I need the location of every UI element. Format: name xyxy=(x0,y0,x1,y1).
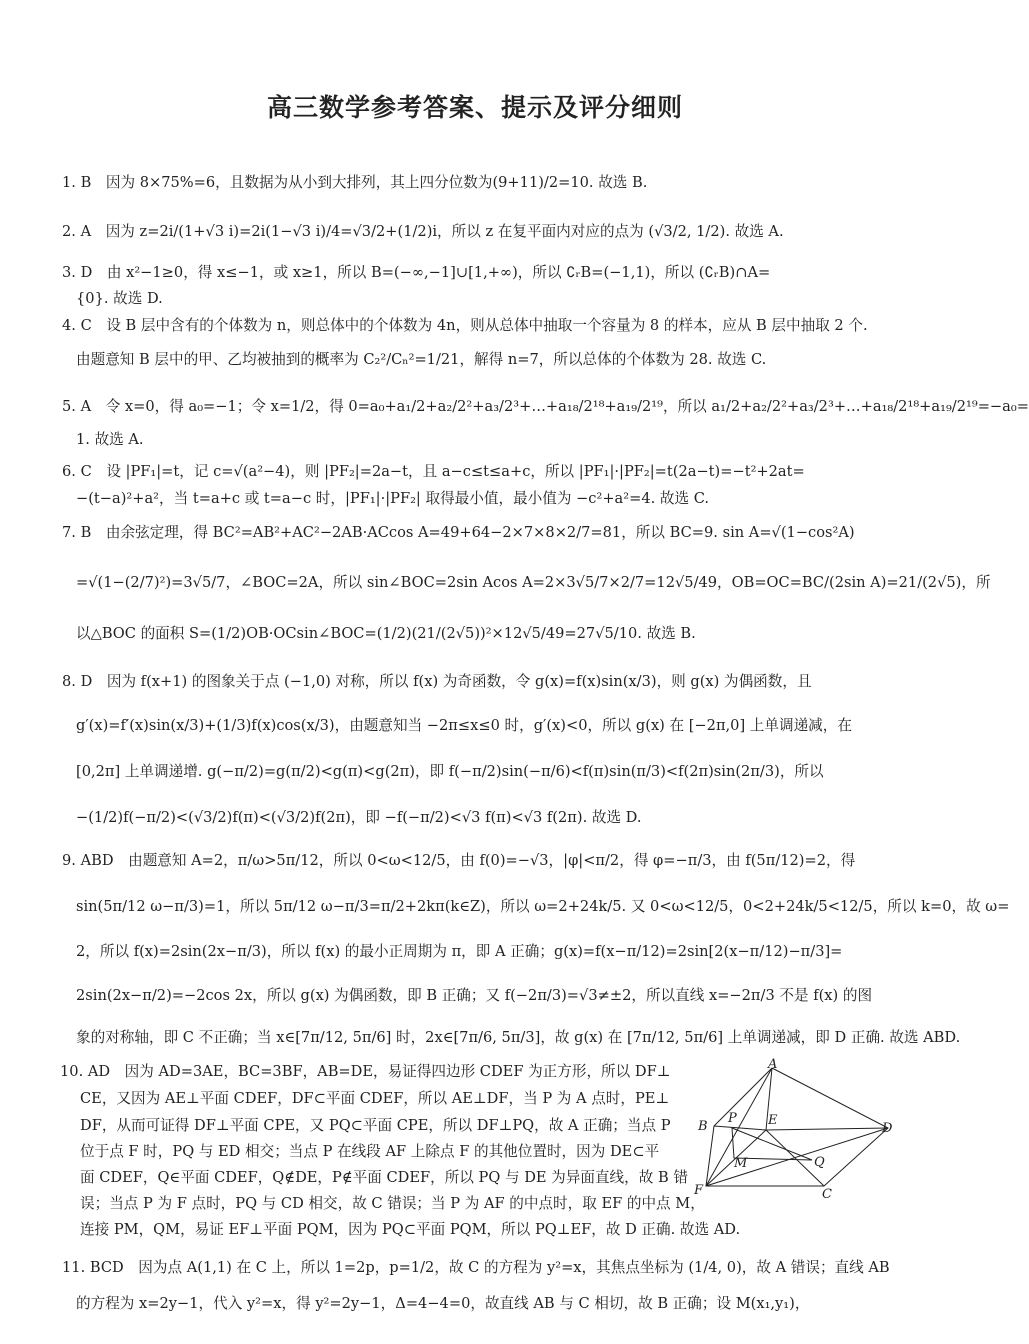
answer-q9-line2: sin(5π/12 ω−π/3)=1，所以 5π/12 ω−π/3=π/2+2kπ(k∈Z)，所以 ω=2+24k/5. 又 0<ω<12/5，0<2+24k/5<12/5，所以 k=0，故 ω= xyxy=(76,898,1010,915)
answer-q3-line2: {0}. 故选 D. xyxy=(76,290,163,307)
answer-q10-line3: DF，从而可证得 DF⊥平面 CPE，又 PQ⊂平面 CPE，所以 DF⊥PQ，故 A 正确；当点 P xyxy=(80,1117,671,1134)
answer-q7-line3: 以△BOC 的面积 S=(1/2)OB·OCsin∠BOC=(1/2)(21/(2√5))²×12√5/49=27√5/10. 故选 B. xyxy=(76,625,696,642)
answer-q7-line1: 7. B 由余弦定理，得 BC²=AB²+AC²−2AB·ACcos A=49+64−2×7×8×2/7=81，所以 BC=9. sin A=√(1−cos²A) xyxy=(62,524,855,541)
answer-q7-line2: =√(1−(2/7)²)=3√5/7，∠BOC=2A，所以 sin∠BOC=2sin Acos A=2×3√5/7×2/7=12√5/49，OB=OC=BC/(2sin A)=21/(2√5)，所 xyxy=(76,574,991,591)
answer-q11-line1: 11. BCD 因为点 A(1,1) 在 C 上，所以 1=2p，p=1/2，故 C 的方程为 y²=x，其焦点坐标为 (1/4, 0)，故 A 错误；直线 AB xyxy=(62,1259,890,1276)
figure-label-q: Q xyxy=(814,1155,825,1170)
answer-q2: 2. A 因为 z=2i/(1+√3 i)=2i(1−√3 i)/4=√3/2+(1/2)i，所以 z 在复平面内对应的点为 (√3/2, 1/2). 故选 A. xyxy=(62,223,784,240)
answer-q5-line2: 1. 故选 A. xyxy=(76,431,144,448)
answer-q4-line1: 4. C 设 B 层中含有的个体数为 n，则总体中的个体数为 4n，则从总体中抽取一个容量为 8 的样本，应从 B 层中抽取 2 个. xyxy=(62,317,868,334)
figure-label-b: B xyxy=(698,1119,708,1134)
answer-q4-line2: 由题意知 B 层中的甲、乙均被抽到的概率为 C₂²/Cₙ²=1/21，解得 n=7，所以总体的个体数为 28. 故选 C. xyxy=(76,351,767,368)
answer-q10-line4: 位于点 F 时，PQ 与 ED 相交；当点 P 在线段 AF 上除点 F 的其他位置时，因为 DE⊂平 xyxy=(80,1143,660,1160)
figure-edge-be xyxy=(714,1126,766,1130)
answer-q8-line4: −(1/2)f(−π/2)<(√3/2)f(π)<(√3/2)f(2π)，即 −f(−π/2)<√3 f(π)<√3 f(2π). 故选 D. xyxy=(76,809,642,826)
answer-q1: 1. B 因为 8×75%=6，且数据为从小到大排列，其上四分位数为(9+11)/2=10. 故选 B. xyxy=(62,174,648,191)
answer-q10-line6: 误；当点 P 为 F 点时，PQ 与 CD 相交，故 C 错误；当 P 为 AF 的中点时，取 EF 的中点 M， xyxy=(80,1195,705,1212)
answer-q10-line1: 10. AD 因为 AD=3AE，BC=3BF，AB=DE，易证得四边形 CDEF 为正方形，所以 DF⊥ xyxy=(60,1063,671,1080)
figure-label-f: F xyxy=(694,1183,704,1198)
geometry-figure xyxy=(692,1058,902,1200)
figure-label-e: E xyxy=(768,1113,778,1128)
figure-label-a: A xyxy=(768,1057,778,1072)
answer-q10-line5: 面 CDEF，Q∈平面 CDEF，Q∉DE，P∉平面 CDEF，所以 PQ 与 DE 为异面直线，故 B 错 xyxy=(80,1169,688,1186)
answer-q6-line2: −(t−a)²+a²，当 t=a+c 或 t=a−c 时，|PF₁|·|PF₂| 取得最小值，最小值为 −c²+a²=4. 故选 C. xyxy=(76,490,709,507)
figure-label-d: D xyxy=(882,1121,893,1136)
answer-q5-line1: 5. A 令 x=0，得 a₀=−1；令 x=1/2，得 0=a₀+a₁/2+a₂/2²+a₃/2³+…+a₁₈/2¹⁸+a₁₉/2¹⁹，所以 a₁/2+a₂/2²+a₃/2³+…+a₁₈/2¹⁸+a₁₉/2¹⁹=−a₀= xyxy=(62,398,1029,415)
answer-q9-line3: 2，所以 f(x)=2sin(2x−π/3)，所以 f(x) 的最小正周期为 π，即 A 正确；g(x)=f(x−π/12)=2sin[2(x−π/12)−π/3]= xyxy=(76,943,843,960)
answer-q10-line7: 连接 PM，QM，易证 EF⊥平面 PQM，因为 PQ⊂平面 PQM，所以 PQ⊥EF，故 D 正确. 故选 AD. xyxy=(80,1221,741,1238)
answer-q3-line1: 3. D 由 x²−1≥0，得 x≤−1，或 x≥1，所以 B=(−∞,−1]∪[1,+∞)，所以 ∁ᵣB=(−1,1)，所以 (∁ᵣB)∩A= xyxy=(62,264,771,281)
answer-q9-line5: 象的对称轴，即 C 不正确；当 x∈[7π/12, 5π/6] 时，2x∈[7π/6, 5π/3]，故 g(x) 在 [7π/12, 5π/6] 上单调递减，即 D 正确. 故选 ABD. xyxy=(76,1029,961,1046)
answer-q9-line4: 2sin(2x−π/2)=−2cos 2x，所以 g(x) 为偶函数，即 B 正确；又 f(−2π/3)=√3≠±2，所以直线 x=−2π/3 不是 f(x) 的图 xyxy=(76,987,873,1004)
answer-q8-line3: [0,2π] 上单调递增. g(−π/2)=g(π/2)<g(π)<g(2π)，即 f(−π/2)sin(−π/6)<f(π)sin(π/3)<f(2π)sin(2π/3)，所以 xyxy=(76,763,824,780)
answer-q8-line1: 8. D 因为 f(x+1) 的图象关于点 (−1,0) 对称，所以 f(x) 为奇函数，令 g(x)=f(x)sin(x/3)，则 g(x) 为偶函数，且 xyxy=(62,673,812,690)
answer-q9-line1: 9. ABD 由题意知 A=2，π/ω>5π/12，所以 0<ω<12/5，由 f(0)=−√3，|φ|<π/2，得 φ=−π/3，由 f(5π/12)=2，得 xyxy=(62,852,856,869)
figure-label-p: P xyxy=(728,1111,737,1126)
answer-q8-line2: g′(x)=f′(x)sin(x/3)+(1/3)f(x)cos(x/3)，由题意知当 −2π≤x≤0 时，g′(x)<0，所以 g(x) 在 [−2π,0] 上单调递减，在 xyxy=(76,717,852,734)
figure-label-m: M xyxy=(734,1156,748,1171)
figure-edge-ed xyxy=(766,1128,888,1130)
answer-q10-line2: CE，又因为 AE⊥平面 CDEF，DF⊂平面 CDEF，所以 AE⊥DF，当 P 为 A 点时，PE⊥ xyxy=(80,1090,670,1107)
answer-q11-line2: 的方程为 x=2y−1，代入 y²=x，得 y²=2y−1，Δ=4−4=0，故直线 AB 与 C 相切，故 B 正确；设 M(x₁,y₁)， xyxy=(76,1295,810,1312)
figure-label-c: C xyxy=(822,1187,832,1202)
answer-q6-line1: 6. C 设 |PF₁|=t，记 c=√(a²−4)，则 |PF₂|=2a−t，且 a−c≤t≤a+c，所以 |PF₁|·|PF₂|=t(2a−t)=−t²+2at= xyxy=(62,463,805,480)
page-title: 高三数学参考答案、提示及评分细则 xyxy=(266,93,683,122)
